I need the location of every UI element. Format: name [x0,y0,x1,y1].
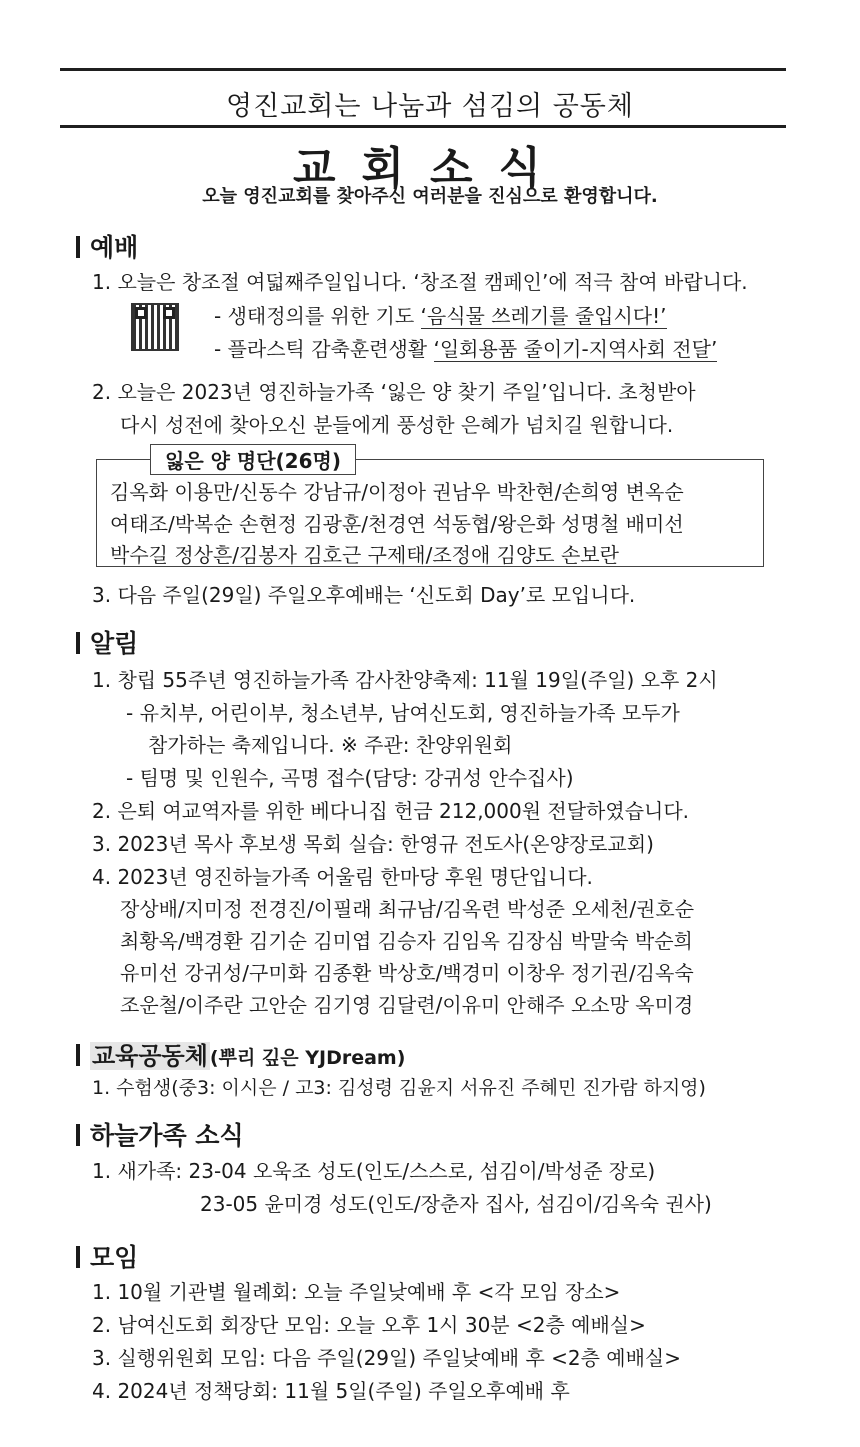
heading-bar [76,632,80,654]
notice-line: 3. 2023년 목사 후보생 목회 실습: 한영규 전도사(온양장로교회) [92,832,654,856]
meeting-line: 3. 실행위원회 모임: 다음 주일(29일) 주일낮예배 후 <2층 예배실> [92,1346,682,1370]
notice-line: - 유치부, 어린이부, 청소년부, 남여신도회, 영진하늘가족 모두가 [126,701,680,725]
section-heading-education: 교육공동체 (뿌리 깊은 YJDream) [76,1036,405,1071]
sponsor-row: 조운철/이주란 고안순 김기영 김달련/이유미 안해주 오소망 옥미경 [120,993,694,1017]
family-item-1-cont: 23-05 윤미경 성도(인도/장춘자 집사, 섬김이/김옥숙 권사) [200,1192,712,1216]
education-item-1: 1. 수험생(중3: 이시은 / 고3: 김성령 김윤지 서유진 주혜민 진가람 하지영) [92,1077,706,1099]
top-rule [60,68,786,71]
page-title: 교회소식 [292,143,567,194]
heading-bar [76,1044,80,1066]
sponsor-row: 유미선 강귀성/구미화 김종환 박상호/백경미 이창우 정기권/김옥숙 [120,961,694,985]
notice-line: 참가하는 축제입니다. ※ 주관: 찬양위원회 [148,733,513,757]
notice-line: - 팀명 및 인원수, 곡명 접수(담당: 강귀성 안수집사) [126,766,574,790]
campaign-line-2: - 플라스틱 감축훈련생활 ‘일회용품 줄이기-지역사회 전달’ [214,337,718,361]
notice-line: 2. 은퇴 여교역자를 위한 베다니집 헌금 212,000원 전달하였습니다. [92,799,690,823]
worship-item-3: 3. 다음 주일(29일) 주일오후예배는 ‘신도회 Day’로 모입니다. [92,583,636,607]
worship-item-1: 1. 오늘은 창조절 여덟째주일입니다. ‘창조절 캠페인’에 적극 참여 바랍니다. [92,270,748,294]
lost-sheep-row: 김옥화 이용만/신동수 강남규/이정아 권남우 박찬현/손희영 변옥순 [110,480,684,504]
section-heading-family: 하늘가족 소식 [76,1116,244,1152]
church-motto: 영진교회는 나눔과 섬김의 공동체 [226,91,634,122]
heading-bar [76,1246,80,1268]
meeting-line: 1. 10월 기관별 월례회: 오늘 주일낮예배 후 <각 모임 장소> [92,1280,621,1304]
worship-item-2-line-1: 2. 오늘은 2023년 영진하늘가족 ‘잃은 양 찾기 주일’입니다. 초청받아 [92,380,696,404]
campaign-quote-2: ‘일회용품 줄이기-지역사회 전달’ [433,337,718,361]
meeting-line: 4. 2024년 정책당회: 11월 5일(주일) 주일오후예배 후 [92,1379,570,1403]
qr-code-icon[interactable] [131,303,179,351]
notice-line: 1. 창립 55주년 영진하늘가족 감사찬양축제: 11월 19일(주일) 오후 2시 [92,668,718,692]
sponsor-row: 최황옥/백경환 김기순 김미엽 김승자 김임옥 김장심 박말숙 박순희 [120,929,693,953]
campaign-quote-1: ‘음식물 쓰레기를 줄입시다!’ [420,304,667,328]
heading-bar [76,236,80,258]
sponsor-row: 장상배/지미정 전경진/이필래 최규남/김옥련 박성준 오세천/권호순 [120,897,695,921]
family-item-1: 1. 새가족: 23-04 오욱조 성도(인도/스스로, 섬김이/박성준 장로) [92,1159,656,1183]
lost-sheep-row: 여태조/박복순 손현정 김광훈/천경연 석동협/왕은화 성명철 배미선 [110,512,684,536]
meeting-line: 2. 남여신도회 회장단 모임: 오늘 오후 1시 30분 <2층 예배실> [92,1313,646,1337]
campaign-line-1: - 생태정의를 위한 기도 ‘음식물 쓰레기를 줄입시다!’ [214,304,667,328]
welcome-message: 오늘 영진교회를 찾아주신 여러분을 진심으로 환영합니다. [202,186,658,207]
motto-rule [60,125,786,128]
lost-sheep-row: 박수길 정상흔/김봉자 김호근 구제태/조정애 김양도 손보란 [110,543,619,567]
section-heading-notices: 알림 [76,624,138,660]
worship-item-2-line-2: 다시 성전에 찾아오신 분들에게 풍성한 은혜가 넘치길 원합니다. [120,413,674,437]
lost-sheep-label: 잃은 양 명단(26명) [150,444,356,475]
section-heading-meetings: 모임 [76,1238,138,1274]
heading-bar [76,1124,80,1146]
section-heading-worship: 예배 [76,228,138,264]
notice-line: 4. 2023년 영진하늘가족 어울림 한마당 후원 명단입니다. [92,865,593,889]
